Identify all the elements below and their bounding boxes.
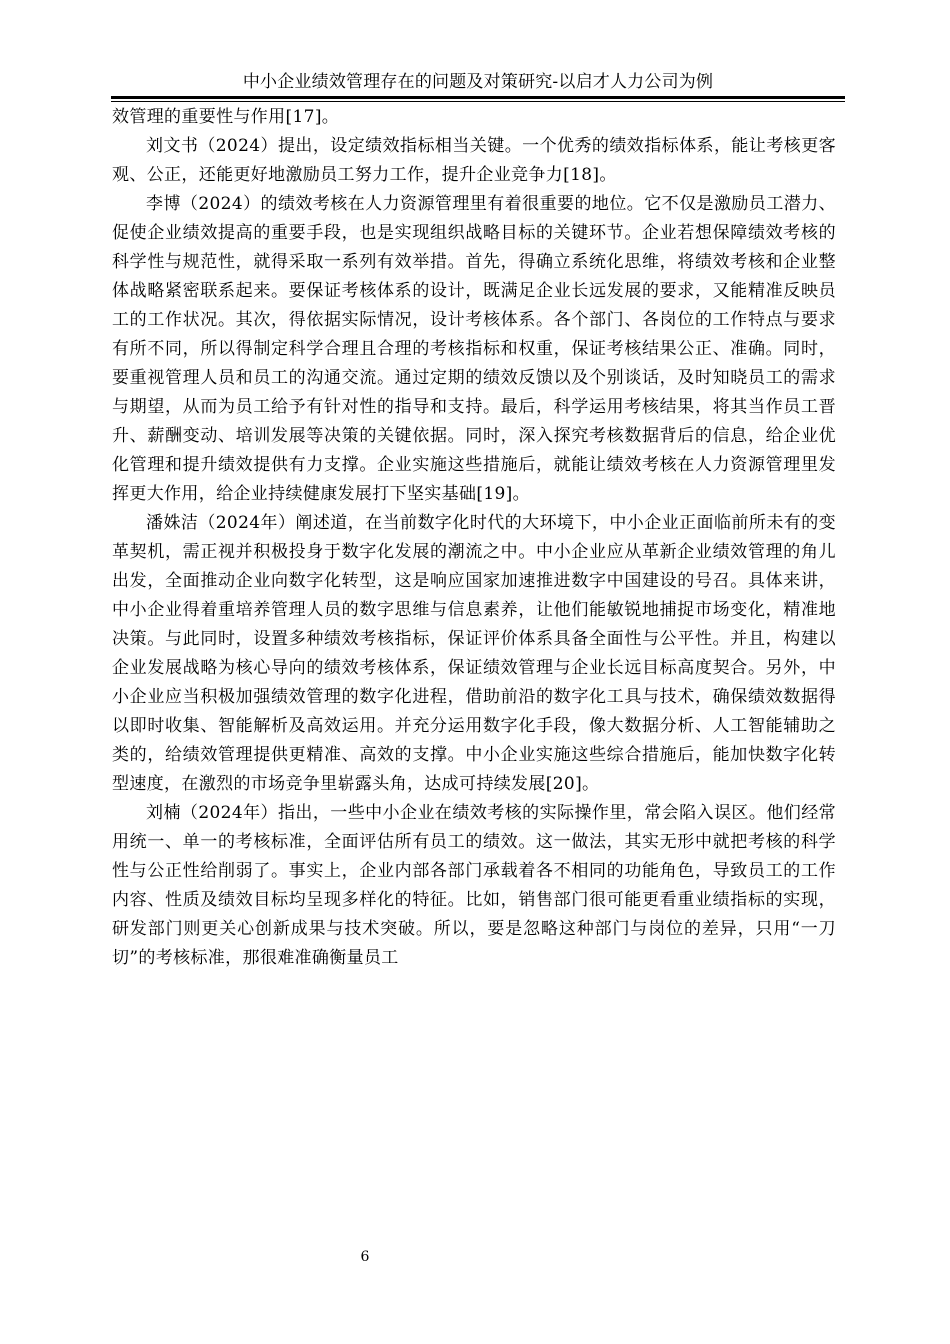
paragraph-continuation: 效管理的重要性与作用[17]。 <box>112 107 340 127</box>
body-text <box>112 103 836 973</box>
running-header: 中小企业绩效管理存在的问题及对策研究-以启才人力公司为例 <box>242 72 714 92</box>
header-rule-thick <box>111 96 845 99</box>
page-number: 6 <box>360 1249 370 1265</box>
paragraph: 李博（2024）的绩效考核在人力资源管理里有着很重要的地位。它不仅是激励员工潜力、促使企业绩效提高的重要手段，也是实现组织战略目标的关键环节。企业若想保障绩效考核的科学性与规范性，就得采取一系列有效举措。首先，得确立系统化思维，将绩效考核和企业整体战略紧密联系起来。要保证考核体系的设计，既满足企业长远发展的要求，又能精准反映员工的工作状况。其次，得依据实际情况，设计考核体系。各个部门、各岗位的工作特点与要求有所不同，所以得制定科学合理且合理的考核指标和权重，保证考核结果公正、准确。同时，要重视管理人员和员工的沟通交流。通过定期的绩效反馈以及个别谈话，及时知晓员工的需求与期望，从而为员工给予有针对性的指导和支持。最后，科学运用考核结果，将其当作员工晋升、薪酬变动、培训发展等决策的关键依据。同时，深入探究考核数据背后的信息，给企业优化管理和提升绩效提供有力支撑。企业实施这些措施后，就能让绩效考核在人力资源管理里发挥更大作用，给企业持续健康发展打下坚实基础[19]。 <box>112 194 836 504</box>
paragraph: 潘姝洁（2024年）阐述道，在当前数字化时代的大环境下，中小企业正面临前所未有的变革契机，需正视并积极投身于数字化发展的潮流之中。中小企业应从革新企业绩效管理的角儿出发，全面推动企业向数字化转型，这是响应国家加速推进数字中国建设的号召。具体来讲，中小企业得着重培养管理人员的数字思维与信息素养，让他们能敏锐地捕捉市场变化，精准地决策。与此同时，设置多种绩效考核指标，保证评价体系具备全面性与公平性。并且，构建以企业发展战略为核心导向的绩效考核体系，保证绩效管理与企业长远目标高度契合。另外，中小企业应当积极加强绩效管理的数字化进程，借助前沿的数字化工具与技术，确保绩效数据得以即时收集、智能解析及高效运用。并充分运用数字化手段，像大数据分析、人工智能辅助之类的，给绩效管理提供更精准、高效的支撑。中小企业实施这些综合措施后，能加快数字化转型速度，在激烈的市场竞争里崭露头角，达成可持续发展[20]。 <box>112 513 836 794</box>
paragraph: 刘楠（2024年）指出，一些中小企业在绩效考核的实际操作里，常会陷入误区。他们经常用统一、单一的考核标准，全面评估所有员工的绩效。这一做法，其实无形中就把考核的科学性与公正性给削弱了。事实上，企业内部各部门承载着各不相同的功能角色，导致员工的工作内容、性质及绩效目标均呈现多样化的特征。比如，销售部门很可能更看重业绩指标的实现，研发部门则更关心创新成果与技术突破。所以，要是忽略这种部门与岗位的差异，只用“一刀切”的考核标准，那很难准确衡量员工 <box>112 803 836 968</box>
header-rule-thin <box>111 101 845 102</box>
paragraph: 刘文书（2024）提出，设定绩效指标相当关键。一个优秀的绩效指标体系，能让考核更客观、公正，还能更好地激励员工努力工作，提升企业竞争力[18]。 <box>112 136 836 185</box>
